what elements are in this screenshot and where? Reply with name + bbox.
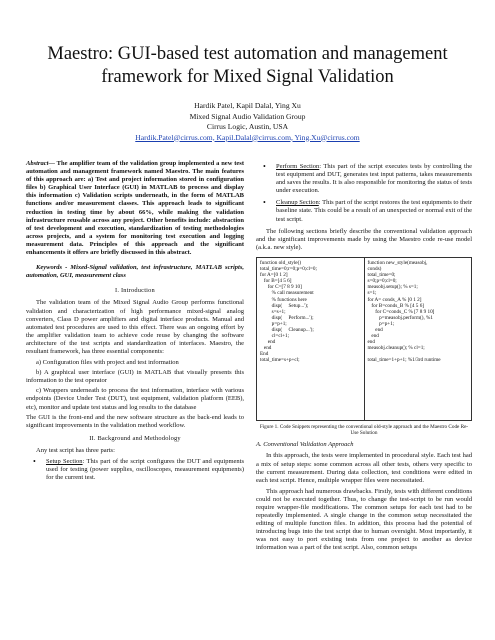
cleanup-label: Cleanup Section: [276, 199, 319, 207]
keywords-text: - Mixed-Signal validation, test infrastructure, MATLAB scripts, automation, GUI, measurement class: [26, 264, 245, 280]
section-heading-background: II. Background and Methodology: [89, 434, 181, 442]
perform-label: Perform Section: [276, 163, 320, 170]
author-group: Mixed Signal Audio Validation Group: [189, 111, 306, 121]
list-item-setup: [26, 458, 244, 482]
keywords: [26, 264, 244, 280]
list-item-cleanup: [256, 199, 472, 223]
conventional-paragraph-2: This approach had numerous drawbacks. Firstly, tests with different conditions could not be executed together. Thus, to change the test-script to be run would require wrapper-file modifications. The common setups for each test had to be repeatedly implemented. A single change in the common setup necessitated the editing of multiple function files. In addition, this process had the potential of introducing bugs into the test script due to human oversight. Most importantly, it was not easy to port existing tests from one project to another as device information was a part of the test script. Also, common setups: [256, 487, 472, 552]
cleanup-text: : This part of the script restores the test equipments to their baseline state. This could be a result of an unexpected or normal exit of the test script.: [276, 199, 472, 223]
section-heading-introduction: I. Introduction: [115, 287, 155, 295]
right-column: [256, 160, 472, 556]
author-names: Hardik Patel, Kapil Dalal, Ying Xu: [194, 101, 301, 110]
author-block: [40, 101, 455, 143]
abstract-text: — The amplifier team of the validation group implemented a new test automation and management framework named Maestro. The main features of this approach are: a) Test and project information stored in configuration files b) Graphical User Interface (GUI) in MATLAB to process and display this information c) Validation scripts underneath, in the form of MATLAB functions and/or measurement classes. This approach leads to significant reduction in testing time by about 66%, while making the validation infrastructure reusable across any project. Other benefits include: abstraction of test development and execution, standardization of testing methodologies across projects, and a system for monitoring test execution and logging measurement data. Principles of this approach and the significant enhancements it offers are briefly discussed in this abstract.: [26, 160, 244, 257]
subsection-heading-conventional: A. Conventional Validation Approach: [256, 441, 354, 449]
comparison-paragraph: The following sections briefly describe the conventional validation approach and the significant improvements made by using the Maestro code re-use model (a.k.a. new style).: [256, 227, 472, 251]
keywords-label: Keywords: [36, 264, 62, 272]
script-parts-list-right: [256, 163, 472, 224]
background-paragraph-1: Any test script has three parts:: [36, 446, 115, 454]
intro-item-b: b) A graphical user interface (GUI) in MATLAB that visually presents this information to the test operator: [26, 369, 244, 385]
conventional-paragraph-1: In this approach, the tests were implemented in procedural style. Each test had a mix of setup steps: some common across all other tests, others very specific to the current measurement. During data collection, test conditions were edited in each test script. Hence, multiple wrapper files were necessitated.: [256, 452, 472, 484]
setup-text: : This part of the script configures the DUT and equipments used for testing (power supplies, oscilloscopes, measurement equipments) for the current test.: [46, 458, 244, 482]
intro-item-a: a) Configuration files with project and test information: [36, 359, 179, 367]
setup-label: Setup Section: [46, 458, 83, 465]
intro-paragraph-1: The validation team of the Mixed Signal Audio Group performs functional validation and characterization of high performance mixed-signal analog converters, Class D power amplifiers and digital interface products. Manual and automated test procedures are used to this effect. There was an ongoing effort by the amplifier validation team to achieve code reuse by changing the software architecture of the test scripts and standardization of interfaces. Maestro, the resultant framework, has three essential components:: [26, 299, 244, 355]
author-affiliation: Cirrus Logic, Austin, USA: [206, 122, 289, 131]
intro-paragraph-2: The GUI is the front-end and the new software structure as the back-end leads to significant improvements in the validation method workflow.: [26, 413, 244, 429]
figure-caption: Figure 1. Code Snippets representing the conventional old-style approach and the Maestro Code Re-Use Solution: [259, 423, 469, 437]
figure-code-snippets: [256, 257, 472, 421]
code-old-style: function old_style() total_time=0;r=0;p=0;cl=0; for A=[0 1 2] for B=[4 5 6] for C=[7 8 9 10] % call measurement % functions here disp( Setup...'); s=s+1; disp( Perform...'); p=p+1; disp( Cleanup...'); cl=cl+1; end end End total_time=s+p+cl;: [260, 259, 317, 364]
left-column: [26, 160, 244, 486]
perform-text: : This part of the script executes tests by controlling the test equipment and DUT, generates test input patterns, takes measurements and saves the results. It is also responsible for monitoring the status of tests under execution.: [276, 163, 472, 195]
intro-item-c: c) Wrappers underneath to process the test information, interface with various endpoints (Device Under Test (DUT), test equipment, validation platform (EEB), etc), monitor and update test status and log results to the database: [26, 387, 244, 411]
script-parts-list-left: [26, 458, 244, 482]
code-new-style: function new_style(measobj, conds) total_time=0; s=0;p=0;cl=0; measobj.setup(); % s=1; s=1; for A= conds_A % [0 1 2] for B=conds_B % [4 5 6] for C=conds_C % [7 8 9 10] p=measobj.perform(), %1 p=p+1; end end end measobj.cleanup(); % cl=1; total_time=1+p+1; %1/3rd runtime: [364, 258, 472, 420]
author-emails-link[interactable]: Hardik.Patel@cirrus.com, Kapil.Dalal@cirrus.com, Ying.Xu@cirrus.com: [135, 132, 360, 142]
list-item-perform: [256, 163, 472, 195]
abstract: [26, 160, 244, 257]
abstract-label: Abstract: [26, 160, 49, 167]
paper-title: Maestro: GUI-based test automation and management framework for Mixed Signal Validation: [47, 44, 448, 87]
